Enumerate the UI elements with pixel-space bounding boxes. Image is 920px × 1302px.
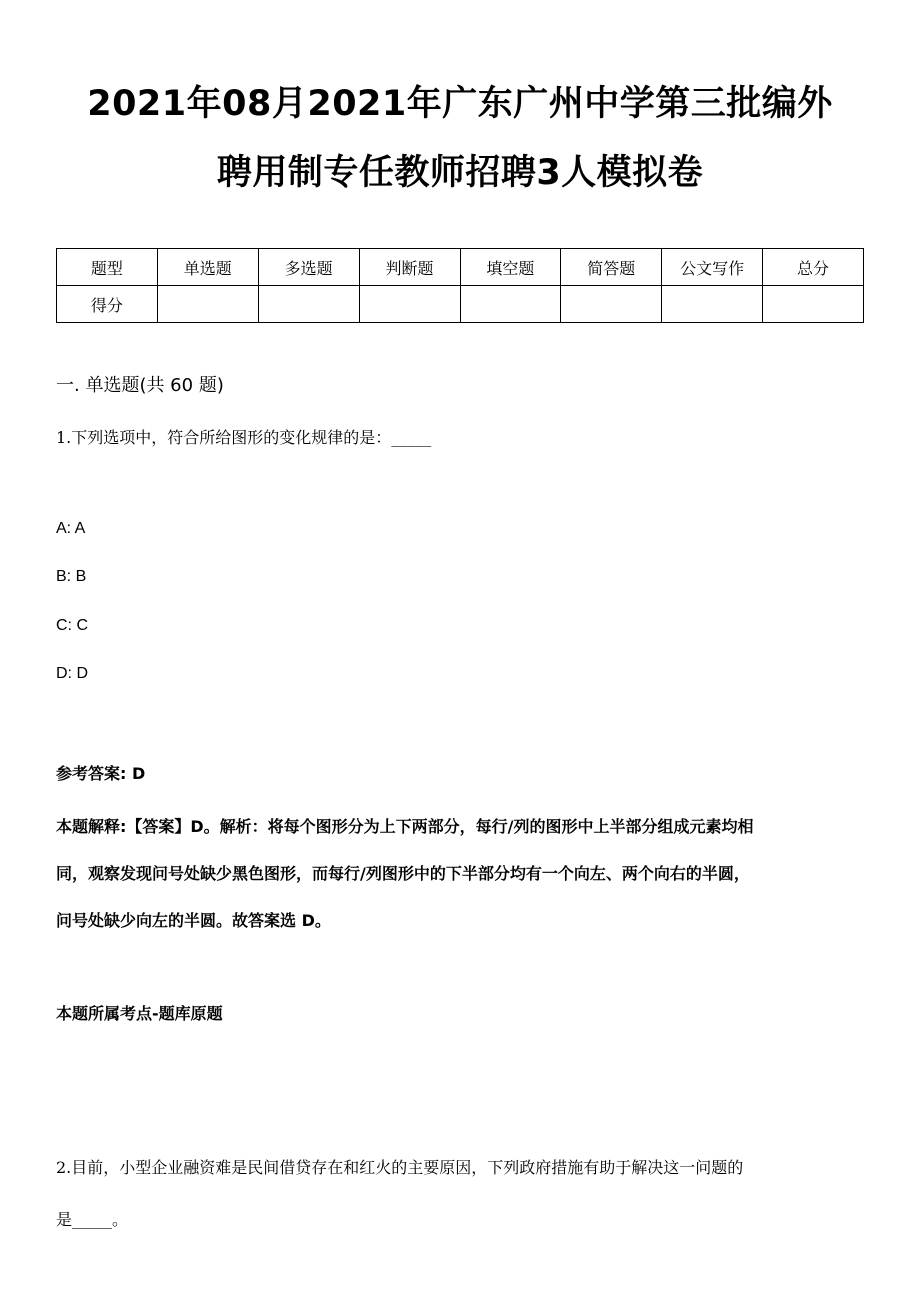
question-1-option-b: B: B [56, 568, 87, 585]
question-2-line: 2.目前，小型企业融资难是民间借贷存在和红火的主要原因，下列政府措施有助于解决这一问题的 [56, 1158, 744, 1177]
question-1-knowledge-point: 本题所属考点-题库原题 [56, 1004, 223, 1023]
explanation-line: 同，观察发现问号处缺少黑色图形，而每行/列图形中的下半部分均有一个向左、两个向右的半圆， [56, 864, 750, 883]
score-cell [460, 286, 561, 323]
score-table-header: 公文写作 [662, 249, 763, 286]
score-cell [662, 286, 763, 323]
score-cell [561, 286, 662, 323]
question-1-option-d: D: D [56, 665, 88, 682]
score-table-header: 简答题 [561, 249, 662, 286]
question-1-explanation [56, 803, 864, 944]
question-1-option-a: A: A [56, 520, 86, 537]
question-2-line: 是_____。 [56, 1210, 129, 1229]
score-table-header: 判断题 [359, 249, 460, 286]
explanation-line: 本题解释:【答案】D。解析：将每个图形分为上下两部分，每行/列的图形中上半部分组成元素均相 [56, 817, 754, 836]
score-cell [258, 286, 359, 323]
score-table [56, 248, 864, 323]
score-cell [359, 286, 460, 323]
explanation-line: 问号处缺少向左的半圆。故答案选 D。 [56, 911, 331, 930]
score-table-header: 填空题 [460, 249, 561, 286]
score-table-header-row [57, 249, 864, 286]
score-cell [763, 286, 864, 323]
score-table-header: 多选题 [258, 249, 359, 286]
question-1-text: 1.下列选项中，符合所给图形的变化规律的是：_____ [56, 428, 432, 447]
section-heading: 一. 单选题(共 60 题) [56, 375, 224, 396]
score-table-header: 单选题 [157, 249, 258, 286]
score-table-score-row [57, 286, 864, 323]
question-1-answer: 参考答案: D [56, 764, 146, 783]
score-table-header: 总分 [763, 249, 864, 286]
document-title-line1: 2021年08月2021年广东广州中学第三批编外 [87, 84, 833, 124]
score-row-label: 得分 [57, 286, 158, 323]
score-table-header: 题型 [57, 249, 158, 286]
question-1-option-c: C: C [56, 617, 88, 634]
question-2-text [56, 1142, 864, 1246]
score-cell [157, 286, 258, 323]
document-title-line2: 聘用制专任教师招聘3人模拟卷 [216, 153, 704, 193]
